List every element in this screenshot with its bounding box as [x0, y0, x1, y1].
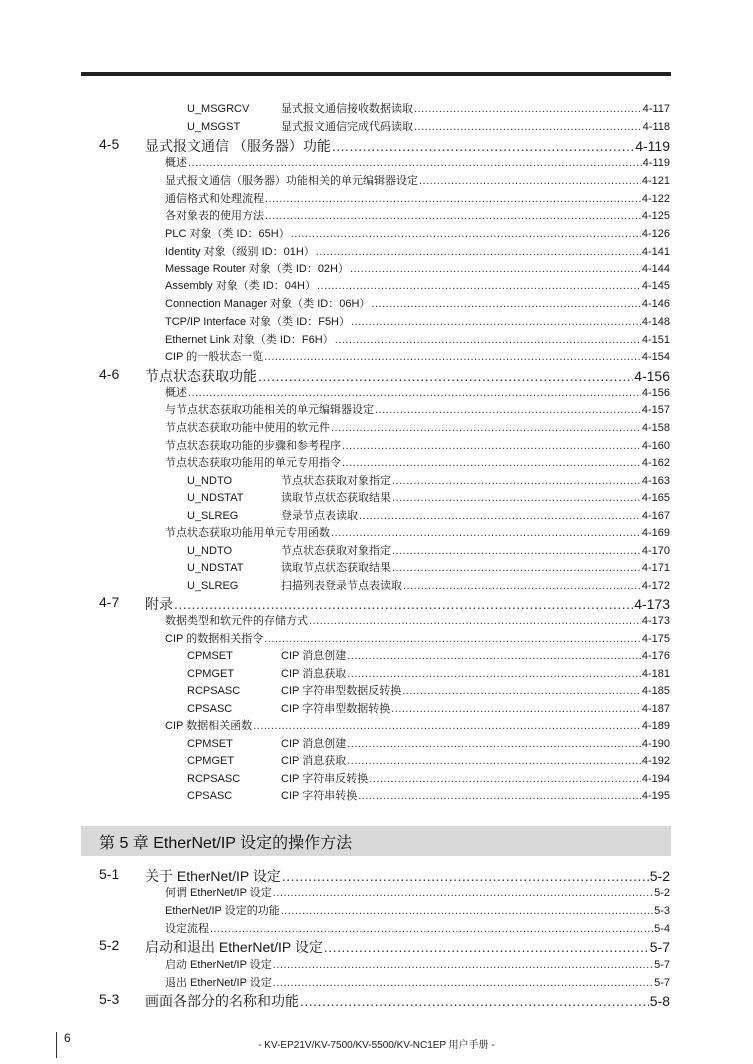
- page-reference: 4-119: [635, 138, 670, 154]
- entry-title: Identity 对象（级别 ID：01H）: [165, 246, 315, 258]
- page-reference: 4-122: [641, 193, 670, 205]
- entry-title: 读取节点状态获取结果: [281, 562, 391, 574]
- entry-title: Message Router 对象（类 ID：02H）: [165, 263, 349, 275]
- entry-title: Connection Manager 对象（类 ID：06H）: [165, 298, 371, 310]
- instruction-code: U_NDSTAT: [187, 492, 244, 504]
- page-reference: 4-173: [641, 615, 670, 627]
- entry-title: CIP 的一般状态一览: [165, 351, 264, 363]
- entry-title: CIP 消息获取: [281, 668, 347, 680]
- entry-title: PLC 对象（类 ID：65H）: [165, 228, 290, 240]
- page-reference: 4-170: [641, 545, 670, 557]
- entry-title: 启动和退出 EtherNet/IP 设定: [145, 939, 323, 955]
- entry-title: 概述: [165, 157, 187, 169]
- entry-title: CIP 消息创建: [281, 650, 347, 662]
- instruction-code: U_SLREG: [187, 580, 239, 592]
- entry-title: 节点状态获取功能中使用的软元件: [165, 422, 330, 434]
- entry-title: 各对象表的使用方法: [165, 210, 264, 222]
- page-reference: 4-172: [641, 580, 670, 592]
- dot-leader: [273, 887, 653, 899]
- entry-title: 节点状态获取功能用的单元专用指令: [165, 457, 341, 469]
- page-reference: 4-154: [641, 351, 670, 363]
- page-reference: 4-160: [641, 440, 670, 452]
- toc-entry: [165, 920, 670, 936]
- dot-leader: [273, 959, 653, 971]
- dot-leader: [273, 977, 653, 989]
- entry-title: Ethernet Link 对象（类 ID：F6H）: [165, 334, 334, 346]
- chapter-title: 第 5 章 EtherNet/IP 设定的操作方法: [99, 835, 353, 852]
- entry-title: CIP 的数据相关指令: [165, 633, 264, 645]
- dot-leader: [210, 923, 653, 935]
- page-reference: 4-158: [641, 422, 670, 434]
- page-reference: 4-148: [641, 316, 670, 328]
- page-reference: 5-2: [654, 887, 670, 899]
- page-reference: 4-146: [641, 298, 670, 310]
- entry-title: 扫描列表登录节点表读取: [281, 580, 402, 592]
- entry-title: 登录节点表读取: [281, 510, 358, 522]
- toc-entry: [165, 956, 670, 972]
- page-reference: 5-7: [654, 977, 670, 989]
- toc-entry: [165, 974, 670, 990]
- entry-title: Assembly 对象（类 ID：04H）: [165, 280, 316, 292]
- page-reference: 4-195: [641, 790, 670, 802]
- entry-title: CIP 字符串转换: [281, 790, 358, 802]
- entry-title: 节点状态获取功能用单元专用函数: [165, 527, 330, 539]
- entry-title: CIP 字符串反转换: [281, 773, 369, 785]
- toc-entry: [165, 902, 670, 918]
- page-reference: 4-167: [641, 510, 670, 522]
- entry-title: 退出 EtherNet/IP 设定: [165, 977, 272, 989]
- page-reference: 4-145: [641, 280, 670, 292]
- page-reference: 4-156: [634, 368, 670, 384]
- page-reference: 4-194: [641, 773, 670, 785]
- instruction-code: CPSASC: [187, 790, 233, 802]
- page-reference: 5-2: [649, 868, 670, 884]
- entry-title: 显式报文通信接收数据读取: [281, 103, 413, 115]
- page-reference: 4-144: [641, 263, 670, 275]
- section-number: 5-1: [99, 866, 120, 882]
- entry-title: CIP 字符串型数据转换: [281, 703, 391, 715]
- page-reference: 5-3: [654, 905, 670, 917]
- manual-title: - KV-EP21V/KV-7500/KV-5500/KV-NC1EP 用户手册 -: [258, 1040, 495, 1051]
- page-reference: 4-185: [641, 685, 670, 697]
- page-reference: 4-119: [642, 157, 670, 169]
- page-reference: 4-162: [641, 457, 670, 469]
- entry-title: 节点状态获取功能的步骤和参考程序: [165, 440, 341, 452]
- instruction-code: U_NDSTAT: [187, 562, 244, 574]
- instruction-code: U_NDTO: [187, 545, 233, 557]
- page-reference: 4-118: [642, 121, 670, 133]
- page-reference: 4-117: [642, 103, 670, 115]
- entry-title: 数据类型和软元件的存储方式: [165, 615, 308, 627]
- section-number: 5-3: [99, 991, 120, 1007]
- page-reference: 4-121: [641, 175, 670, 187]
- dot-leader: [282, 868, 649, 884]
- entry-title: 通信格式和处理流程: [165, 193, 264, 205]
- entry-title: 启动 EtherNet/IP 设定: [165, 959, 272, 971]
- page-reference: 5-7: [649, 939, 670, 955]
- page-number: 6: [64, 1031, 71, 1045]
- instruction-code: U_NDTO: [187, 475, 233, 487]
- instruction-code: RCPSASC: [187, 773, 241, 785]
- entry-title: 节点状态获取对象指定: [281, 545, 391, 557]
- entry-title: CIP 消息创建: [281, 738, 347, 750]
- entry-title: 何谓 EtherNet/IP 设定: [165, 887, 272, 899]
- entry-title: 画面各部分的名称和功能: [145, 993, 299, 1009]
- section-number: 4-5: [99, 136, 120, 152]
- entry-title: 节点状态获取功能: [145, 368, 257, 384]
- page-reference: 5-4: [654, 923, 670, 935]
- section-number: 5-2: [99, 937, 120, 953]
- page-reference: 4-125: [641, 210, 670, 222]
- page-reference: 4-173: [634, 596, 670, 612]
- instruction-code: U_SLREG: [187, 510, 239, 522]
- entry-title: 关于 EtherNet/IP 设定: [145, 868, 281, 884]
- instruction-code: CPMSET: [187, 650, 233, 662]
- instruction-code: U_MSGRCV: [187, 103, 250, 115]
- dot-leader: [324, 939, 649, 955]
- page-reference: 4-175: [641, 633, 670, 645]
- page-reference: 4-165: [641, 492, 670, 504]
- entry-title: CIP 数据相关函数: [165, 720, 253, 732]
- page-reference: 4-169: [641, 527, 670, 539]
- page-reference: 4-126: [641, 228, 670, 240]
- instruction-code: CPMGET: [187, 755, 235, 767]
- section-number: 4-7: [99, 594, 120, 610]
- toc-entry: [99, 991, 670, 1013]
- page-reference: 4-163: [641, 475, 670, 487]
- entry-title: 显式报文通信完成代码读取: [281, 121, 413, 133]
- entry-title: 与节点状态获取功能相关的单元编辑器设定: [165, 404, 374, 416]
- page-reference: 4-156: [641, 387, 670, 399]
- entry-title: 读取节点状态获取结果: [281, 492, 391, 504]
- entry-title: EtherNet/IP 设定的功能: [165, 905, 280, 917]
- instruction-code: CPMGET: [187, 668, 235, 680]
- instruction-code: U_MSGST: [187, 121, 241, 133]
- page-reference: 4-141: [641, 246, 670, 258]
- entry-title: CIP 消息获取: [281, 755, 347, 767]
- page-reference: 5-7: [654, 959, 670, 971]
- entry-title: TCP/IP Interface 对象（类 ID：F5H）: [165, 316, 351, 328]
- page-reference: 4-192: [641, 755, 670, 767]
- page-reference: 4-176: [641, 650, 670, 662]
- instruction-code: CPSASC: [187, 703, 233, 715]
- entry-title: 显式报文通信（服务器）功能相关的单元编辑器设定: [165, 175, 418, 187]
- section-number: 4-6: [99, 366, 120, 382]
- page-reference: 4-171: [641, 562, 670, 574]
- instruction-code: CPMSET: [187, 738, 233, 750]
- page-reference: 4-187: [641, 703, 670, 715]
- entry-title: 附录: [145, 596, 173, 612]
- instruction-code: RCPSASC: [187, 685, 241, 697]
- entry-title: 设定流程: [165, 923, 209, 935]
- page-reference: 4-151: [641, 334, 670, 346]
- page-reference: 4-190: [641, 738, 670, 750]
- entry-title: CIP 字符串型数据反转换: [281, 685, 402, 697]
- dot-leader: [300, 993, 649, 1009]
- toc-entry: [165, 884, 670, 900]
- entry-title: 节点状态获取对象指定: [281, 475, 391, 487]
- page-reference: 4-181: [641, 668, 670, 680]
- page-reference: 5-8: [649, 993, 670, 1009]
- entry-title: 概述: [165, 387, 187, 399]
- dot-leader: [281, 905, 653, 917]
- entry-title: 显式报文通信 （服务器）功能: [145, 138, 331, 154]
- page-reference: 4-157: [641, 404, 670, 416]
- page-reference: 4-189: [641, 720, 670, 732]
